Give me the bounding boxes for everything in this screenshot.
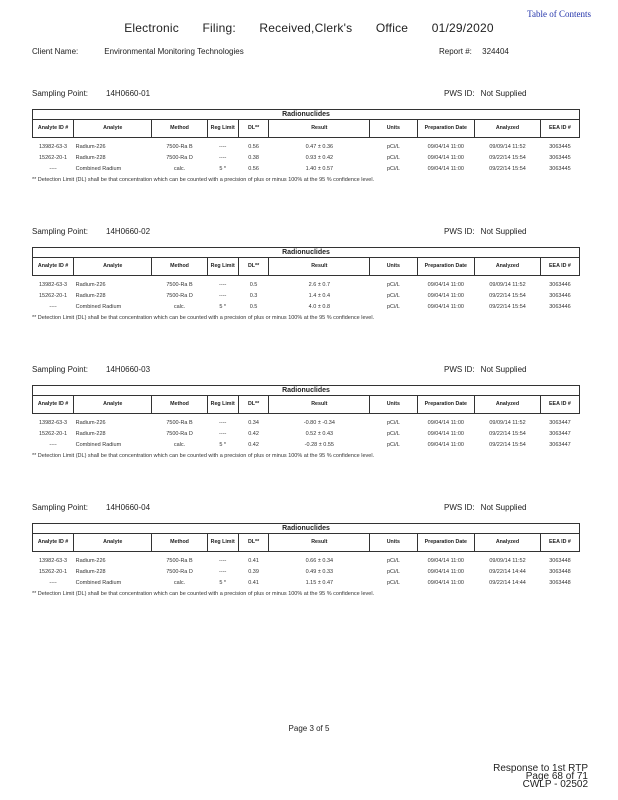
column-header: DL** (238, 396, 269, 414)
table-cell: 0.66 ± 0.34 (305, 557, 334, 564)
column-header: Reg Limit (207, 120, 238, 138)
column-header: DL** (238, 120, 269, 138)
column-header: Preparation Date (417, 534, 475, 552)
sampling-block (32, 503, 580, 597)
column-header: EEA ID # (540, 120, 579, 138)
table-cell: 3063447 (549, 441, 571, 448)
table-cell: 0.34 (248, 419, 259, 426)
column-header: Analyte (74, 534, 152, 552)
table-cell: Radium-226 (75, 143, 106, 150)
table-cell: calc. (173, 441, 186, 448)
table-cell: ---- (219, 292, 227, 299)
pws-value: Not Supplied (480, 227, 527, 236)
table-cell: ---- (219, 281, 227, 288)
sampling-row (32, 89, 580, 103)
sampling-value: 14H0660-01 (106, 89, 151, 98)
table-cell: pCi/L (386, 579, 400, 586)
column-header: EEA ID # (540, 258, 579, 276)
table-cell: 7500-Ra B (166, 419, 193, 426)
table-cell: 7500-Ra D (166, 154, 193, 161)
table-cell: Radium-228 (75, 568, 106, 575)
banner-part3: Received,Clerk's (259, 21, 353, 35)
table-cell: 3063448 (549, 557, 571, 564)
table-row (33, 301, 580, 312)
sampling-row (32, 227, 580, 241)
table-title: Radionuclides (33, 110, 580, 120)
table-cell: 3063445 (549, 165, 571, 172)
sampling-label: Sampling Point: (32, 227, 89, 236)
sampling-block (32, 227, 580, 321)
table-cell: Radium-226 (75, 557, 106, 564)
table-cell: 09/09/14 11:52 (489, 143, 526, 150)
table-cell: pCi/L (386, 430, 400, 437)
table-cell: 13982-63-3 (38, 557, 68, 564)
table-cell: 5 * (219, 165, 227, 172)
table-cell: Combined Radium (75, 303, 122, 310)
table-cell: 09/09/14 11:52 (489, 281, 526, 288)
banner-date: 01/29/2020 (431, 21, 494, 35)
table-cell: 0.56 (248, 143, 259, 150)
table-cell: 15262-20-1 (38, 430, 68, 437)
column-header: Analyte ID # (33, 120, 74, 138)
table-cell: 0.52 ± 0.43 (305, 430, 334, 437)
table-cell: pCi/L (386, 154, 400, 161)
table-cell: 0.5 (249, 281, 258, 288)
footnote: ** Detection Limit (DL) shall be that concentration which can be counted with a precision of plus or minus 100% at the 95 % confidence level. (32, 453, 375, 459)
radionuclides-table (32, 523, 580, 588)
table-cell: 15262-20-1 (38, 568, 68, 575)
column-header: Method (152, 120, 208, 138)
table-cell: 3063447 (549, 430, 571, 437)
table-cell: ---- (49, 165, 57, 172)
footnote: ** Detection Limit (DL) shall be that concentration which can be counted with a precision of plus or minus 100% at the 95 % confidence level. (32, 315, 375, 321)
table-row (33, 152, 580, 163)
table-cell: 13982-63-3 (38, 143, 68, 150)
client-value: Environmental Monitoring Technologies (104, 47, 244, 56)
table-cell: 09/22/14 15:54 (489, 292, 526, 299)
table-cell: 09/22/14 14:44 (489, 568, 526, 575)
table-cell: Radium-228 (75, 292, 106, 299)
column-header: Result (269, 258, 370, 276)
table-cell: ---- (49, 441, 57, 448)
table-cell: 0.42 (248, 441, 259, 448)
column-header: Analyte ID # (33, 396, 74, 414)
table-title: Radionuclides (33, 386, 580, 396)
table-cell: 0.3 (249, 292, 258, 299)
filing-banner (0, 21, 618, 35)
pws-label: PWS ID: (444, 89, 475, 98)
table-cell: pCi/L (386, 303, 400, 310)
column-header: Units (370, 396, 417, 414)
table-row (33, 414, 580, 429)
table-cell: 7500-Ra B (166, 281, 193, 288)
table-cell: ---- (219, 430, 227, 437)
table-cell: ---- (219, 557, 227, 564)
column-header: Analyte (74, 258, 152, 276)
table-cell: 3063445 (549, 143, 571, 150)
table-cell: Radium-228 (75, 154, 106, 161)
column-header: Analyte ID # (33, 534, 74, 552)
table-cell: calc. (173, 579, 186, 586)
column-header: Analyte ID # (33, 258, 74, 276)
table-cell: 3063446 (549, 281, 571, 288)
pws-id (444, 89, 526, 98)
table-cell: 4.0 ± 0.8 (308, 303, 331, 310)
table-cell: 13982-63-3 (38, 281, 68, 288)
table-cell: 0.41 (248, 579, 259, 586)
table-cell: 09/22/14 15:54 (489, 303, 526, 310)
footnote: ** Detection Limit (DL) shall be that concentration which can be counted with a precision of plus or minus 100% at the 95 % confidence level. (32, 177, 375, 183)
table-row (33, 276, 580, 291)
banner-part1: Electronic (124, 21, 179, 35)
report-label: Report #: (439, 47, 472, 56)
table-cell: 3063448 (549, 579, 571, 586)
table-cell: 09/22/14 14:44 (489, 579, 526, 586)
table-cell: 2.6 ± 0.7 (308, 281, 331, 288)
table-cell: 0.47 ± 0.36 (305, 143, 334, 150)
table-cell: 3063448 (549, 568, 571, 575)
column-header: DL** (238, 258, 269, 276)
table-cell: 09/04/14 11:00 (427, 579, 464, 586)
table-cell: pCi/L (386, 441, 400, 448)
report-value: 324404 (482, 47, 509, 56)
table-cell: pCi/L (386, 292, 400, 299)
pws-id (444, 227, 526, 236)
sampling-value: 14H0660-02 (106, 227, 151, 236)
banner-part2: Filing: (202, 21, 236, 35)
sampling-row (32, 365, 580, 379)
table-row (33, 163, 580, 174)
column-header: Analyzed (475, 534, 541, 552)
table-cell: 09/22/14 15:54 (489, 441, 526, 448)
table-cell: ---- (219, 154, 227, 161)
table-cell: 5 * (219, 303, 227, 310)
sampling-value: 14H0660-03 (106, 365, 151, 374)
table-cell: 13982-63-3 (38, 419, 68, 426)
pws-id (444, 365, 526, 374)
table-cell: pCi/L (386, 281, 400, 288)
table-cell: 0.56 (248, 165, 259, 172)
table-cell: ---- (49, 579, 57, 586)
table-cell: 7500-Ra D (166, 568, 193, 575)
table-cell: 7500-Ra B (166, 143, 193, 150)
table-cell: 09/04/14 11:00 (427, 441, 464, 448)
table-cell: ---- (219, 568, 227, 575)
sampling-label: Sampling Point: (32, 503, 89, 512)
table-cell: 7500-Ra D (166, 430, 193, 437)
table-cell: -0.80 ± -0.34 (303, 419, 335, 426)
sampling-row (32, 503, 580, 517)
table-cell: 09/09/14 11:52 (489, 419, 526, 426)
column-header: Method (152, 396, 208, 414)
column-header: Method (152, 258, 208, 276)
radionuclides-table (32, 385, 580, 450)
sampling-value: 14H0660-04 (106, 503, 151, 512)
column-header: Method (152, 534, 208, 552)
column-header: Result (269, 396, 370, 414)
table-row (33, 428, 580, 439)
table-cell: 3063447 (549, 419, 571, 426)
report-number (439, 47, 509, 56)
page-number: Page 3 of 5 (288, 724, 330, 733)
column-header: Analyzed (475, 120, 541, 138)
table-row (33, 552, 580, 567)
pws-label: PWS ID: (444, 227, 475, 236)
table-cell: 3063446 (549, 303, 571, 310)
table-row (33, 566, 580, 577)
radionuclides-table (32, 109, 580, 174)
table-cell: 09/09/14 11:52 (489, 557, 526, 564)
table-cell: Radium-228 (75, 430, 106, 437)
response-line1: Response to 1st RTP (493, 763, 588, 774)
table-cell: 09/04/14 11:00 (427, 568, 464, 575)
column-header: Preparation Date (417, 258, 475, 276)
column-header: Result (269, 120, 370, 138)
table-cell: 1.15 ± 0.47 (305, 579, 334, 586)
table-cell: 09/04/14 11:00 (427, 303, 464, 310)
table-row (33, 138, 580, 153)
sampling-block (32, 89, 580, 183)
table-cell: 0.41 (248, 557, 259, 564)
pws-label: PWS ID: (444, 365, 475, 374)
table-row (33, 290, 580, 301)
table-cell: 5 * (219, 441, 227, 448)
column-header: Result (269, 534, 370, 552)
table-cell: pCi/L (386, 568, 400, 575)
table-cell: 09/22/14 15:54 (489, 154, 526, 161)
table-cell: ---- (49, 303, 57, 310)
table-cell: 7500-Ra B (166, 557, 193, 564)
response-stamp (493, 765, 588, 789)
column-header: Reg Limit (207, 258, 238, 276)
column-header: Reg Limit (207, 534, 238, 552)
table-cell: 09/04/14 11:00 (427, 143, 464, 150)
column-header: Reg Limit (207, 396, 238, 414)
pws-value: Not Supplied (480, 365, 527, 374)
table-cell: 0.93 ± 0.42 (305, 154, 334, 161)
table-cell: Combined Radium (75, 441, 122, 448)
table-of-contents-link[interactable]: Table of Contents (527, 9, 591, 19)
column-header: Units (370, 120, 417, 138)
table-cell: 3063445 (549, 154, 571, 161)
table-title: Radionuclides (33, 524, 580, 534)
column-header: DL** (238, 534, 269, 552)
table-cell: ---- (219, 143, 227, 150)
table-cell: -0.28 ± 0.55 (304, 441, 334, 448)
table-row (33, 439, 580, 450)
table-cell: 0.39 (248, 568, 259, 575)
column-header: Analyte (74, 120, 152, 138)
table-cell: pCi/L (386, 143, 400, 150)
sampling-block (32, 365, 580, 459)
table-title: Radionuclides (33, 248, 580, 258)
table-cell: 15262-20-1 (38, 154, 68, 161)
table-cell: 09/04/14 11:00 (427, 292, 464, 299)
column-header: EEA ID # (540, 534, 579, 552)
column-header: Analyte (74, 396, 152, 414)
table-cell: Radium-226 (75, 419, 106, 426)
table-cell: 15262-20-1 (38, 292, 68, 299)
pws-value: Not Supplied (480, 89, 527, 98)
sampling-label: Sampling Point: (32, 89, 89, 98)
response-line3: CWLP - 02502 (522, 779, 588, 790)
table-cell: 09/22/14 15:54 (489, 165, 526, 172)
column-header: EEA ID # (540, 396, 579, 414)
table-cell: 09/04/14 11:00 (427, 557, 464, 564)
banner-part4: Office (375, 21, 409, 35)
table-cell: 1.40 ± 0.57 (305, 165, 334, 172)
table-cell: Combined Radium (75, 579, 122, 586)
column-header: Analyzed (475, 396, 541, 414)
table-cell: pCi/L (386, 419, 400, 426)
table-cell: 09/04/14 11:00 (427, 154, 464, 161)
column-header: Preparation Date (417, 396, 475, 414)
table-cell: pCi/L (386, 165, 400, 172)
column-header: Preparation Date (417, 120, 475, 138)
client-name (32, 47, 244, 56)
column-header: Analyzed (475, 258, 541, 276)
table-cell: Combined Radium (75, 165, 122, 172)
table-row (33, 577, 580, 588)
table-cell: 0.5 (249, 303, 258, 310)
client-label: Client Name: (32, 47, 79, 56)
column-header: Units (370, 258, 417, 276)
pws-value: Not Supplied (480, 503, 527, 512)
table-cell: 7500-Ra D (166, 292, 193, 299)
table-cell: calc. (173, 165, 186, 172)
table-cell: 1.4 ± 0.4 (308, 292, 331, 299)
response-line2: Page 68 of 71 (525, 771, 588, 782)
table-cell: 0.38 (248, 154, 259, 161)
sampling-label: Sampling Point: (32, 365, 89, 374)
table-cell: 0.49 ± 0.33 (305, 568, 334, 575)
table-cell: Radium-226 (75, 281, 106, 288)
table-cell: 09/04/14 11:00 (427, 430, 464, 437)
table-cell: ---- (219, 419, 227, 426)
footnote: ** Detection Limit (DL) shall be that concentration which can be counted with a precision of plus or minus 100% at the 95 % confidence level. (32, 591, 375, 597)
table-cell: 5 * (219, 579, 227, 586)
table-cell: calc. (173, 303, 186, 310)
column-header: Units (370, 534, 417, 552)
table-cell: 09/22/14 15:54 (489, 430, 526, 437)
pws-id (444, 503, 526, 512)
table-cell: 0.42 (248, 430, 259, 437)
table-cell: pCi/L (386, 557, 400, 564)
radionuclides-table (32, 247, 580, 312)
table-cell: 09/04/14 11:00 (427, 165, 464, 172)
table-cell: 09/04/14 11:00 (427, 419, 464, 426)
table-cell: 09/04/14 11:00 (427, 281, 464, 288)
pws-label: PWS ID: (444, 503, 475, 512)
table-cell: 3063446 (549, 292, 571, 299)
